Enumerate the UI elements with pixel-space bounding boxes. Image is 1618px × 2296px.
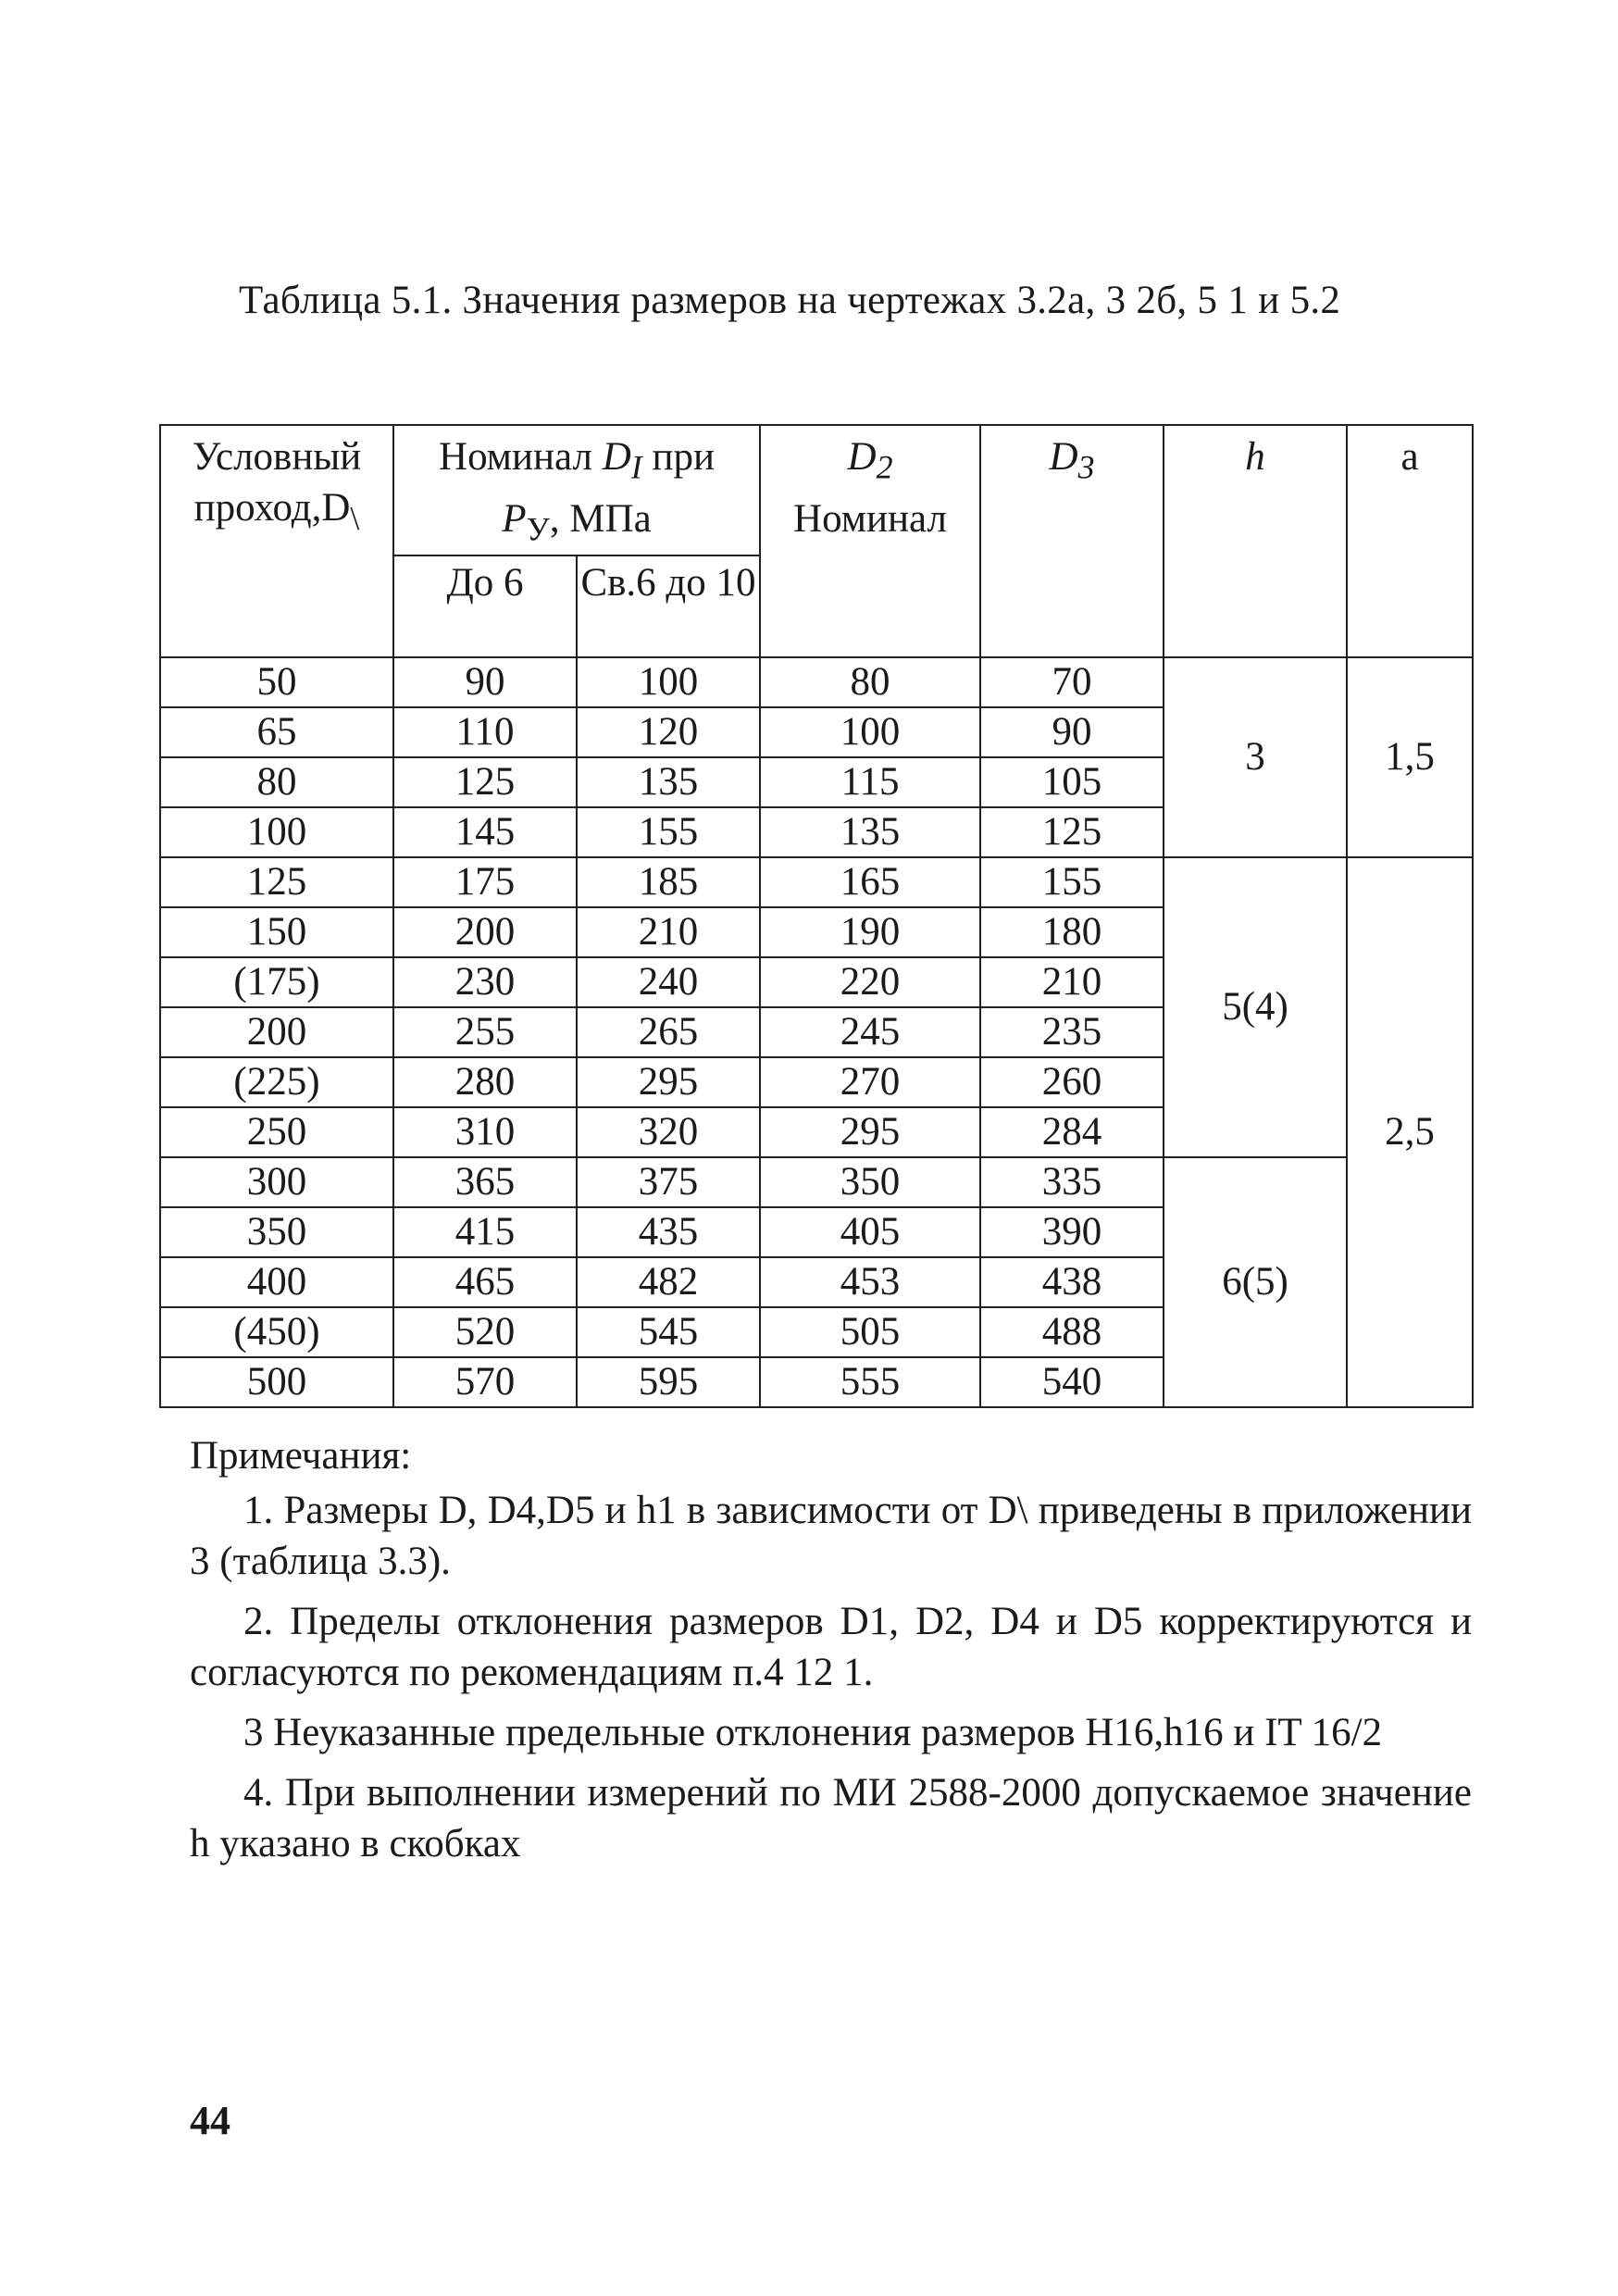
table-cell: 350 xyxy=(760,1157,980,1207)
header-h: h xyxy=(1164,425,1347,657)
header-a: а xyxy=(1347,425,1473,657)
table-cell: 250 xyxy=(160,1107,393,1157)
table-header-row xyxy=(160,425,1473,555)
note-item: 1. Размеры D, D4,D5 и h1 в зависимости от D\ приведены в приложении 3 (таблица 3.3). xyxy=(190,1489,1472,1583)
table-cell: 265 xyxy=(577,1007,760,1057)
table-cell: 190 xyxy=(760,907,980,957)
table-cell: 155 xyxy=(577,807,760,857)
table-row xyxy=(160,1157,1473,1207)
table-cell: 115 xyxy=(760,757,980,807)
table-cell: 125 xyxy=(393,757,577,807)
table-cell: (175) xyxy=(160,957,393,1007)
table-row xyxy=(160,657,1473,707)
table-cell: 175 xyxy=(393,857,577,907)
table-cell: 100 xyxy=(760,707,980,757)
table-cell: 235 xyxy=(980,1007,1164,1057)
table-cell: 465 xyxy=(393,1257,577,1307)
table-cell: 90 xyxy=(980,707,1164,757)
table-cell: 120 xyxy=(577,707,760,757)
table-cell: 400 xyxy=(160,1257,393,1307)
note-item: 3 Неуказанные предельные отклонения размеров H16,h16 и IT 16/2 xyxy=(243,1711,1383,1754)
table-cell: 65 xyxy=(160,707,393,757)
table-cell: 540 xyxy=(980,1357,1164,1407)
table-cell: 150 xyxy=(160,907,393,957)
table-cell: 500 xyxy=(160,1357,393,1407)
page-number: 44 xyxy=(190,2098,230,2143)
table-cell: 125 xyxy=(160,857,393,907)
table-cell: 520 xyxy=(393,1307,577,1357)
dimensions-table xyxy=(159,424,1474,1408)
table-cell: 270 xyxy=(760,1057,980,1107)
header-nominal-bore: Условный $проход,D_\backslash$ xyxy=(160,425,393,657)
table-cell: 210 xyxy=(577,907,760,957)
table-cell: 295 xyxy=(760,1107,980,1157)
table-cell: 453 xyxy=(760,1257,980,1307)
table-cell: 482 xyxy=(577,1257,760,1307)
table-cell: 185 xyxy=(577,857,760,907)
table-cell: 80 xyxy=(160,757,393,807)
notes-section xyxy=(190,1430,1472,1878)
table-cell: 280 xyxy=(393,1057,577,1107)
table-cell: (450) xyxy=(160,1307,393,1357)
table-cell: 50 xyxy=(160,657,393,707)
table-cell: 405 xyxy=(760,1207,980,1257)
table-cell: 260 xyxy=(980,1057,1164,1107)
table-cell: 255 xyxy=(393,1007,577,1057)
note-item: 2. Пределы отклонения размеров D1, D2, D4 и D5 корректируются и согласуются по рекомендациям п.4 12 1. xyxy=(190,1600,1472,1694)
table-cell: 135 xyxy=(577,757,760,807)
table-cell: 375 xyxy=(577,1157,760,1207)
table-cell: 438 xyxy=(980,1257,1164,1307)
table-cell: 295 xyxy=(577,1057,760,1107)
table-cell: 555 xyxy=(760,1357,980,1407)
h-group-cell: 3 xyxy=(1164,657,1347,857)
header-d2-nominal: $D_2$ Номинал xyxy=(760,425,980,657)
table-cell: 200 xyxy=(160,1007,393,1057)
h-group-cell: 6(5) xyxy=(1164,1157,1347,1407)
table-cell: 155 xyxy=(980,857,1164,907)
table-cell: 310 xyxy=(393,1107,577,1157)
notes-title: Примечания: xyxy=(190,1434,412,1478)
a-group-cell: 2,5 xyxy=(1347,857,1473,1407)
table-cell: 70 xyxy=(980,657,1164,707)
subheader-over-6-to-10: Св.6 до 10 xyxy=(577,555,760,657)
table-cell: 505 xyxy=(760,1307,980,1357)
table-cell: 595 xyxy=(577,1357,760,1407)
table-cell: 390 xyxy=(980,1207,1164,1257)
table-cell: 335 xyxy=(980,1157,1164,1207)
table-cell: 230 xyxy=(393,957,577,1007)
h-group-cell: 5(4) xyxy=(1164,857,1347,1157)
note-item: 4. При выполнении измерений по МИ 2588-2000 допускаемое значение h указано в скобках xyxy=(190,1771,1472,1866)
table-cell: 240 xyxy=(577,957,760,1007)
table-cell: 105 xyxy=(980,757,1164,807)
table-cell: (225) xyxy=(160,1057,393,1107)
table-cell: 100 xyxy=(577,657,760,707)
a-group-cell: 1,5 xyxy=(1347,657,1473,857)
table-cell: 300 xyxy=(160,1157,393,1207)
table-cell: 245 xyxy=(760,1007,980,1057)
table-cell: 415 xyxy=(393,1207,577,1257)
table-cell: 488 xyxy=(980,1307,1164,1357)
table-cell: 320 xyxy=(577,1107,760,1157)
table-cell: 125 xyxy=(980,807,1164,857)
table-cell: 284 xyxy=(980,1107,1164,1157)
table-cell: 220 xyxy=(760,957,980,1007)
table-cell: 100 xyxy=(160,807,393,857)
table-cell: 200 xyxy=(393,907,577,957)
table-cell: 90 xyxy=(393,657,577,707)
table-cell: 435 xyxy=(577,1207,760,1257)
table-cell: 545 xyxy=(577,1307,760,1357)
subheader-up-to-6: До 6 xyxy=(393,555,577,657)
table-cell: 135 xyxy=(760,807,980,857)
table-cell: 365 xyxy=(393,1157,577,1207)
table-cell: 350 xyxy=(160,1207,393,1257)
table-caption: Таблица 5.1. Значения размеров на чертежах 3.2а, 3 2б, 5 1 и 5.2 xyxy=(239,279,1341,322)
table-row xyxy=(160,857,1473,907)
table-cell: 110 xyxy=(393,707,577,757)
table-cell: 145 xyxy=(393,807,577,857)
table-cell: 165 xyxy=(760,857,980,907)
header-d1-nominal: Номинал $D_I$ при $P_У$, МПа xyxy=(393,425,760,555)
table-cell: 570 xyxy=(393,1357,577,1407)
header-d3: $D_3$ xyxy=(980,425,1164,657)
table-cell: 180 xyxy=(980,907,1164,957)
table-cell: 210 xyxy=(980,957,1164,1007)
table-cell: 80 xyxy=(760,657,980,707)
